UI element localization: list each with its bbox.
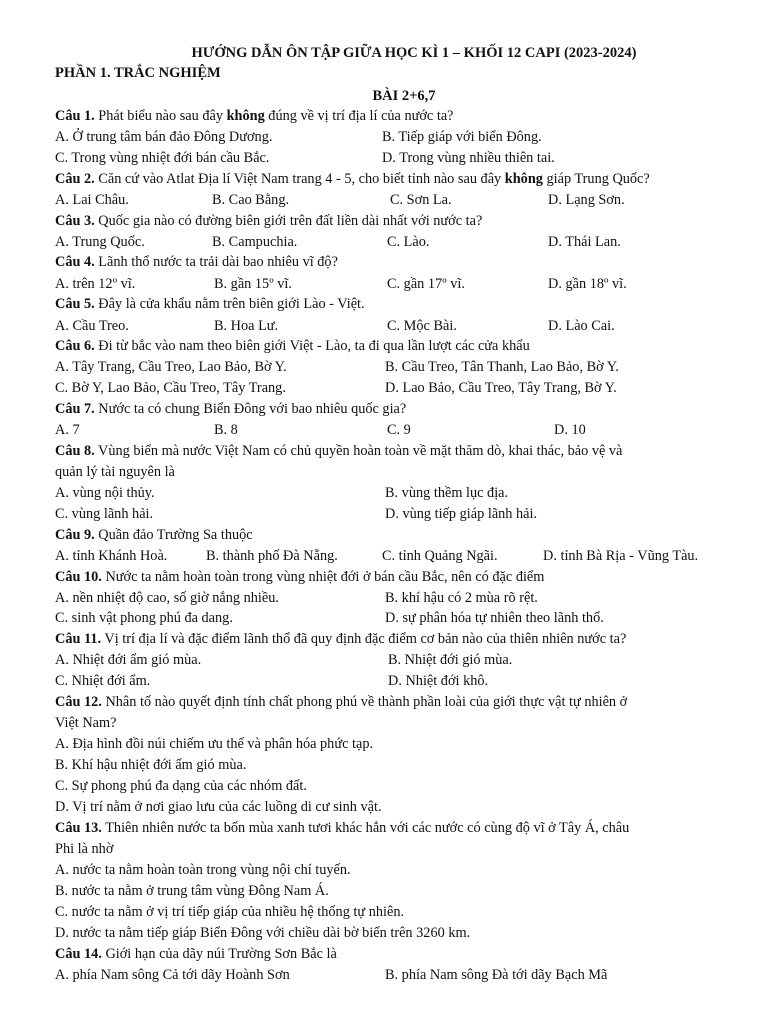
question-13-option-c: C. nước ta nằm ở vị trí tiếp giáp của nhiều hệ thống tự nhiên. (55, 904, 405, 920)
question-12-continued: Việt Nam? (55, 715, 117, 731)
option-a: A. Ở trung tâm bán đảo Đông Dương. (55, 129, 273, 145)
option-a: A. vùng nội thủy. (55, 485, 155, 501)
question-1: Câu 1. Phát biểu nào sau đây không đúng về vị trí địa lí của nước ta? (55, 108, 454, 124)
option-b: B. Cầu Treo, Tân Thanh, Lao Bảo, Bờ Y. (385, 359, 619, 375)
option-b: B. phía Nam sông Đà tới dãy Bạch Mã (385, 967, 608, 983)
option-c: C. tỉnh Quảng Ngãi. (382, 548, 498, 564)
question-12-option-c: C. Sự phong phú đa dạng của các nhóm đất. (55, 778, 307, 794)
option-b: B. 8 (214, 422, 238, 438)
option-b: B. Campuchia. (212, 234, 298, 250)
lesson-heading: BÀI 2+6,7 (372, 88, 436, 104)
section-heading: PHẦN 1. TRẮC NGHIỆM (55, 65, 221, 81)
question-7: Câu 7. Nước ta có chung Biển Đông với bao nhiêu quốc gia? (55, 401, 407, 417)
option-c: C. Lào. (387, 234, 430, 250)
question-10: Câu 10. Nước ta nằm hoàn toàn trong vùng nhiệt đới ở bán cầu Bắc, nên có đặc điểm (55, 569, 545, 585)
option-a: A. 7 (55, 422, 80, 438)
option-b: B. Nhiệt đới gió mùa. (388, 652, 513, 668)
question-8: Câu 8. Vùng biển mà nước Việt Nam có chủ quyền hoàn toàn về mặt thăm dò, khai thác, bảo vệ và (55, 443, 623, 459)
question-8-continued: quản lý tài nguyên là (55, 464, 175, 480)
option-b: B. khí hậu có 2 mùa rõ rệt. (385, 590, 538, 606)
option-b: B. Tiếp giáp với biển Đông. (382, 129, 542, 145)
question-4: Câu 4. Lãnh thổ nước ta trải dài bao nhiêu vĩ độ? (55, 254, 338, 270)
question-6: Câu 6. Đi từ bắc vào nam theo biên giới Việt - Lào, ta đi qua lần lượt các cửa khẩu (55, 338, 530, 354)
option-b: B. Hoa Lư. (214, 318, 279, 334)
option-d: D. sự phân hóa tự nhiên theo lãnh thổ. (385, 610, 604, 626)
question-13-option-a: A. nước ta nằm hoàn toàn trong vùng nội chí tuyến. (55, 862, 351, 878)
question-9: Câu 9. Quần đảo Trường Sa thuộc (55, 527, 253, 543)
option-a: A. Lai Châu. (55, 192, 129, 208)
question-13-option-b: B. nước ta nằm ở trung tâm vùng Đông Nam Á. (55, 883, 329, 899)
option-d: D. tỉnh Bà Rịa - Vũng Tàu. (543, 548, 699, 564)
option-d: D. 10 (554, 422, 586, 438)
question-5: Câu 5. Đây là cửa khẩu nằm trên biên giới Lào - Việt. (55, 296, 365, 312)
option-d: D. Nhiệt đới khô. (388, 673, 489, 689)
question-12-option-b: B. Khí hậu nhiệt đới ẩm gió mùa. (55, 757, 247, 773)
option-a: A. trên 12º vĩ. (55, 276, 136, 292)
option-c: C. Trong vùng nhiệt đới bán cầu Bắc. (55, 150, 270, 166)
option-b: B. gần 15º vĩ. (214, 276, 292, 292)
option-c: C. sinh vật phong phú đa dang. (55, 610, 233, 626)
option-a: A. Nhiệt đới ẩm gió mùa. (55, 652, 202, 668)
option-c: C. Mộc Bài. (387, 318, 457, 334)
option-d: D. Lạng Sơn. (548, 192, 625, 208)
option-b: B. Cao Bằng. (212, 192, 290, 208)
option-d: D. Thái Lan. (548, 234, 621, 250)
option-d: D. vùng tiếp giáp lãnh hải. (385, 506, 538, 522)
option-a: A. Tây Trang, Cầu Treo, Lao Bảo, Bờ Y. (55, 359, 287, 375)
option-a: A. nền nhiệt độ cao, số giờ nắng nhiều. (55, 590, 279, 606)
option-c: C. 9 (387, 422, 411, 438)
question-11: Câu 11. Vị trí địa lí và đặc điểm lãnh thổ đã quy định đặc điểm cơ bản nào của thiên nhiên nước ta? (55, 631, 627, 647)
question-14: Câu 14. Giới hạn của dãy núi Trường Sơn Bắc là (55, 946, 337, 962)
question-13-continued: Phi là nhờ (55, 841, 114, 857)
question-2: Câu 2. Căn cứ vào Atlat Địa lí Việt Nam trang 4 - 5, cho biết tỉnh nào sau đây không giáp Trung Quốc? (55, 171, 650, 187)
option-c: C. vùng lãnh hải. (55, 506, 154, 522)
option-a: A. Trung Quốc. (55, 234, 145, 250)
option-c: C. Sơn La. (390, 192, 452, 208)
option-a: A. phía Nam sông Cả tới dãy Hoành Sơn (55, 967, 290, 983)
document-title: HƯỚNG DẪN ÔN TẬP GIỮA HỌC KÌ 1 – KHỐI 12 CAPI (2023-2024) (191, 45, 637, 61)
option-a: A. tỉnh Khánh Hoà. (55, 548, 168, 564)
option-d: D. gần 18º vĩ. (548, 276, 627, 292)
option-c: C. Nhiệt đới ẩm. (55, 673, 151, 689)
option-c: C. Bờ Y, Lao Bảo, Cầu Treo, Tây Trang. (55, 380, 286, 396)
option-b: B. thành phố Đà Nẵng. (206, 548, 338, 564)
question-12-option-d: D. Vị trí nằm ở nơi giao lưu của các luồng di cư sinh vật. (55, 799, 382, 815)
option-d: D. Trong vùng nhiều thiên tai. (382, 150, 555, 166)
question-12-option-a: A. Địa hình đồi núi chiếm ưu thế và phân hóa phức tạp. (55, 736, 374, 752)
question-13-option-d: D. nước ta nằm tiếp giáp Biển Đông với chiều dài bờ biển trên 3260 km. (55, 925, 471, 941)
question-3: Câu 3. Quốc gia nào có đường biên giới trên đất liền dài nhất với nước ta? (55, 213, 483, 229)
option-d: D. Lào Cai. (548, 318, 615, 334)
option-a: A. Cầu Treo. (55, 318, 129, 334)
option-d: D. Lao Bảo, Cầu Treo, Tây Trang, Bờ Y. (385, 380, 617, 396)
question-12: Câu 12. Nhân tố nào quyết định tính chất phong phú về thành phần loài của giới thực vật tự nhiên ở (55, 694, 628, 710)
option-c: C. gần 17º vĩ. (387, 276, 465, 292)
option-b: B. vùng thềm lục địa. (385, 485, 509, 501)
question-13: Câu 13. Thiên nhiên nước ta bốn mùa xanh tươi khác hẳn với các nước có cùng độ vĩ ở Tây Á, châu (55, 820, 630, 836)
